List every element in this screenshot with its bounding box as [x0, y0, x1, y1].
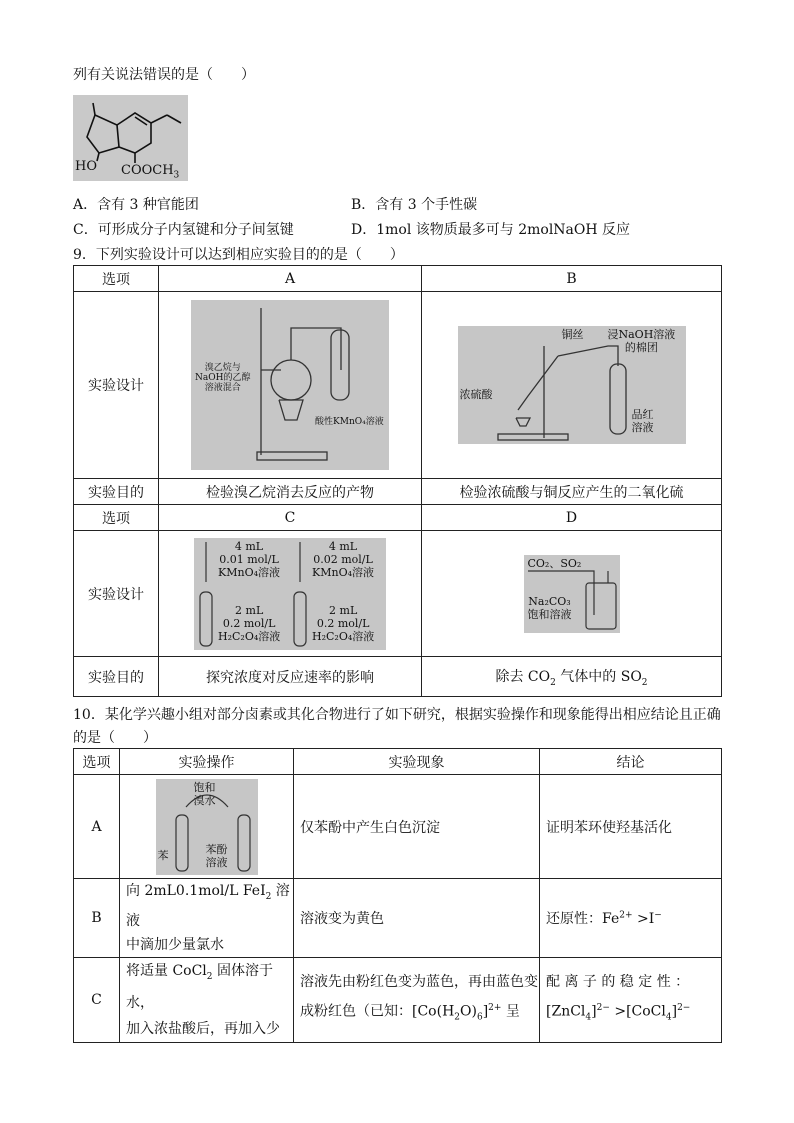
q9-row-purpose-label-2: 实验目的	[74, 657, 159, 697]
q8-option-d: D．1mol 该物质最多可与 2molNaOH 反应	[351, 222, 631, 238]
q8-option-a: A．含有 3 种官能团	[73, 197, 199, 213]
q8-intro: 列有关说法错误的是（ ）	[73, 67, 255, 83]
q10-row-b-conclusion: 还原性：$Fe^{2+} >I^-$	[540, 879, 722, 958]
label-na2co3: Na₂CO₃ 饱和溶液	[527, 594, 572, 621]
q10-table	[73, 748, 722, 1043]
q9-cell-design-b	[422, 292, 722, 479]
q9-cell-design-a	[159, 292, 422, 479]
label-gas-mixture: CO₂、SO₂	[527, 556, 582, 570]
q9-row-purpose-label: 实验目的	[74, 479, 159, 505]
q10-row-a-operation	[120, 775, 294, 879]
q9-header-a: A	[159, 266, 422, 292]
q10-stem-line1: 10．某化学兴趣小组对部分卤素或其化合物进行了如下研究，根据实验操作和现象能得出相应结论且正确	[73, 707, 721, 723]
q9-purpose-d: 除去 $CO_2$ 气体中的 $SO_2$	[422, 657, 722, 697]
label-right-kmno4: 4 mL 0.02 mol/L KMnO₄溶液	[312, 539, 374, 579]
q9-purpose-b: 检验浓硫酸与铜反应产生的二氧化硫	[422, 479, 722, 505]
q10-row-c-operation: 将适量 CoCl$_2$ 固体溶于水， 加入浓盐酸后，再加入少	[120, 957, 294, 1042]
q10-row-c-conclusion: 配 离 子 的 稳 定 性 ： [ZnCl$_4$]$^{2-}$ >[CoCl$_4$]$^{2-}$	[540, 957, 722, 1042]
label-bromine-water: 饱和 溴水	[193, 780, 216, 807]
q9-purpose-a: 检验溴乙烷消去反应的产物	[159, 479, 422, 505]
q10-row-a-label: A	[74, 775, 120, 879]
label-bromoethane-mixture: 溴乙烷与 NaOH的乙醇 溶液混合	[195, 363, 251, 393]
hydroxyl-label: HO	[75, 159, 97, 174]
molecule-structure-image	[73, 95, 188, 181]
q9-cell-design-d	[422, 531, 722, 657]
q9-header-b: B	[422, 266, 722, 292]
label-benzene: 苯	[157, 848, 169, 862]
q10-row-b-operation: 向 2mL0.1mol/L FeI$_2$ 溶 液 中滴加少量氯水	[120, 879, 294, 958]
label-conc-sulfuric: 浓硫酸	[459, 388, 493, 401]
q9-stem: 9．下列实验设计可以达到相应实验目的的是（ ）	[73, 247, 404, 263]
label-naoh-cotton: 浸NaOH溶液 的棉团	[607, 328, 676, 355]
q10-header-observation: 实验现象	[294, 749, 540, 775]
q9-cell-design-c	[159, 531, 422, 657]
label-pinhong: 品红 溶液	[631, 408, 654, 435]
kmno4-concentration-image	[194, 538, 386, 650]
apparatus-elimination-image	[191, 300, 389, 470]
q9-header-option-2: 选项	[74, 505, 159, 531]
q9-header-d: D	[422, 505, 722, 531]
label-left-kmno4: 4 mL 0.01 mol/L KMnO₄溶液	[218, 539, 280, 579]
q10-row-b-label: B	[74, 879, 120, 958]
q10-header-conclusion: 结论	[540, 749, 722, 775]
q8-option-b: B．含有 3 个手性碳	[351, 197, 478, 213]
gas-wash-bottle-image	[524, 555, 620, 633]
q10-row-c-observation: 溶液先由粉红色变为蓝色，再由蓝色变 成粉红色（已知：$[Co(H_2O)_6]^{2+}$ 呈	[294, 957, 540, 1042]
q9-table	[73, 265, 722, 697]
apparatus-copper-sulfuric-image	[458, 326, 686, 444]
q10-row-a-conclusion: 证明苯环使羟基活化	[540, 775, 722, 879]
q10-row-b-observation: 溶液变为黄色	[294, 879, 540, 958]
q9-purpose-c: 探究浓度对反应速率的影响	[159, 657, 422, 697]
q10-row-a-observation: 仅苯酚中产生白色沉淀	[294, 775, 540, 879]
label-copper-wire: 铜丝	[561, 328, 584, 341]
q10-header-operation: 实验操作	[120, 749, 294, 775]
q10-header-option: 选项	[74, 749, 120, 775]
label-left-oxalic: 2 mL 0.2 mol/L H₂C₂O₄溶液	[218, 603, 281, 643]
q8-option-c: C．可形成分子内氢键和分子间氢键	[73, 222, 294, 238]
q10-row-c-label: C	[74, 957, 120, 1042]
label-phenol: 苯酚 溶液	[205, 842, 228, 869]
q9-header-option: 选项	[74, 266, 159, 292]
bromine-water-image	[156, 779, 258, 875]
ester-label: $COOCH_3$	[121, 163, 180, 181]
q10-stem-line2: 的是（ ）	[73, 730, 157, 746]
q9-header-c: C	[159, 505, 422, 531]
q9-row-design-label: 实验设计	[74, 292, 159, 479]
label-kmno4-acidic: 酸性KMnO₄溶液	[315, 417, 384, 427]
label-right-oxalic: 2 mL 0.2 mol/L H₂C₂O₄溶液	[312, 603, 375, 643]
q9-row-design-label-2: 实验设计	[74, 531, 159, 657]
